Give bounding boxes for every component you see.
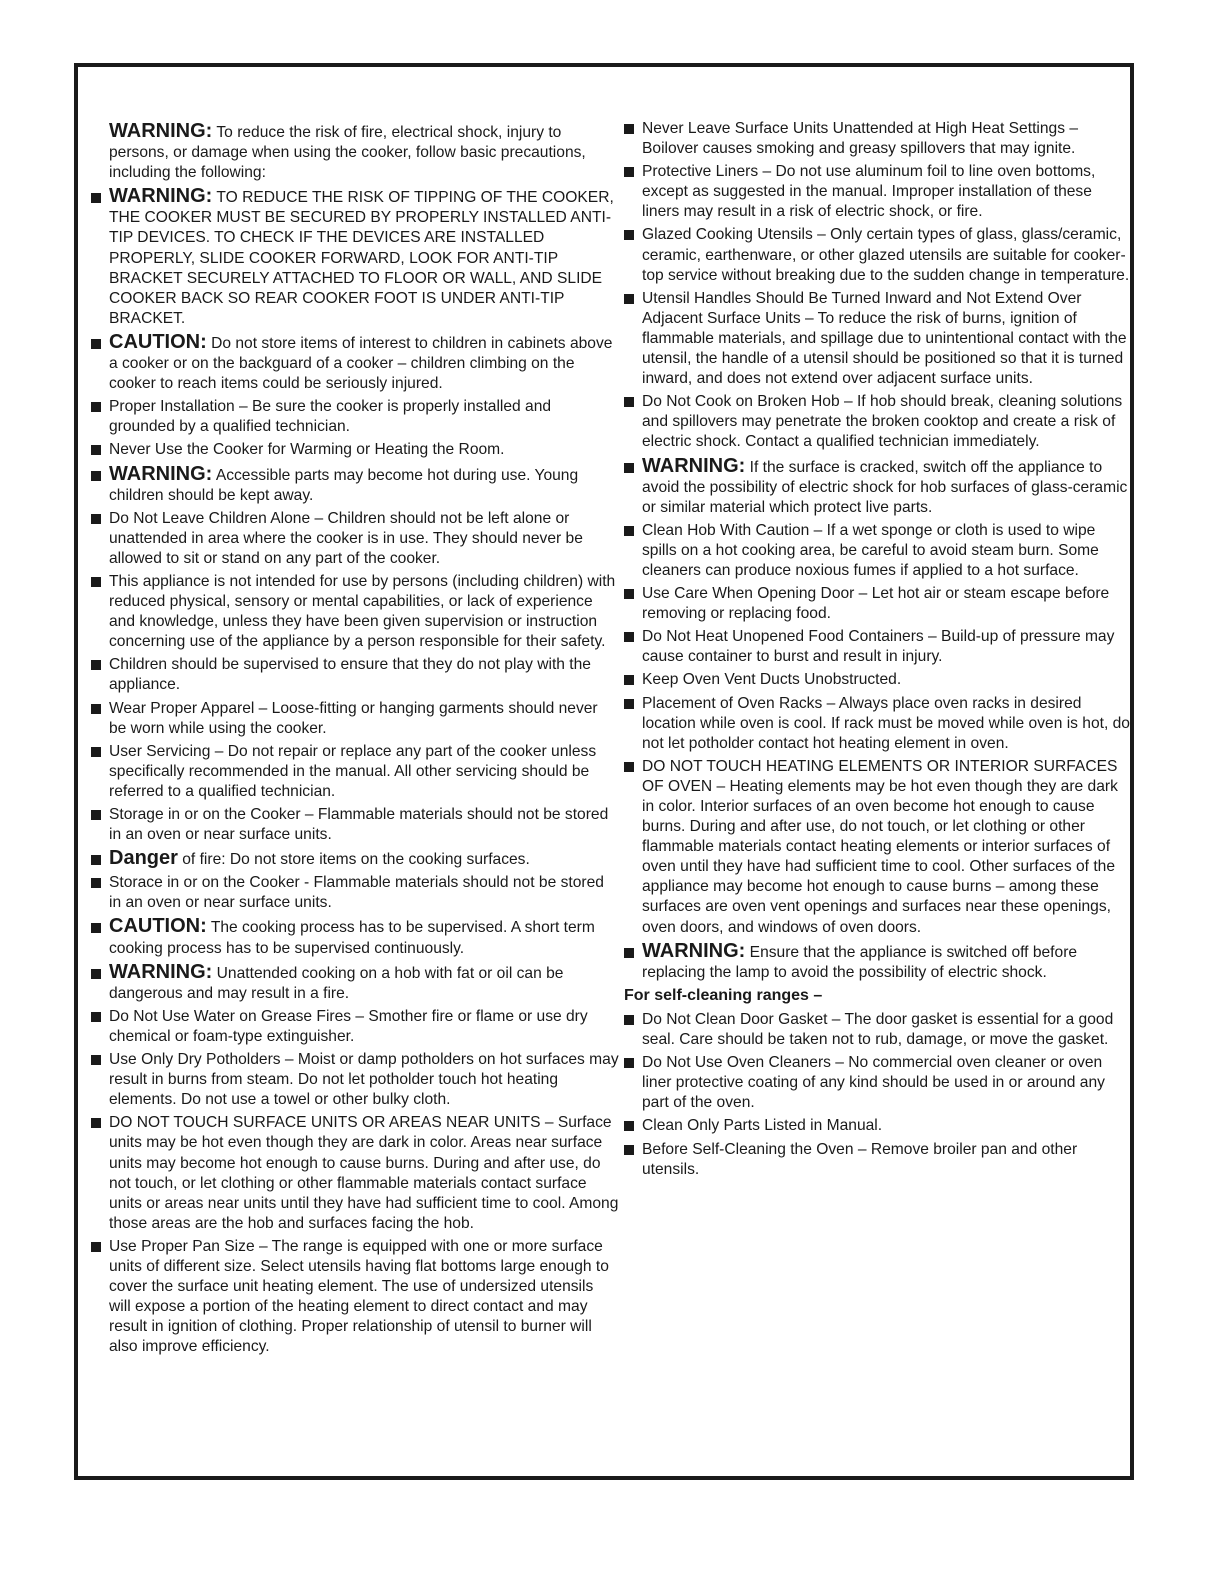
left-column [91, 121, 619, 1360]
item-lead: WARNING: [642, 939, 746, 962]
intro-lead: WARNING: [109, 120, 213, 142]
page-frame [74, 63, 1134, 1480]
square-bullet-icon [91, 514, 101, 524]
item-lead: CAUTION: [109, 915, 207, 938]
square-bullet-icon [91, 923, 101, 933]
safety-item [624, 1140, 1132, 1180]
safety-item [91, 1237, 619, 1358]
item-text: Do Not Use Water on Grease Fires – Smother fire or flame or use dry chemical or foam-type extinguisher. [109, 1007, 588, 1045]
item-text: Ensure that the appliance is switched off before replacing the lamp to avoid the possibility of electric shock. [642, 943, 1078, 981]
item-text: User Servicing – Do not repair or replace any part of the cooker unless specifically recommended in the manual. All other servicing should be referred to a qualified technician. [109, 742, 597, 800]
square-bullet-icon [91, 402, 101, 412]
safety-item [91, 572, 619, 652]
intro-text: To reduce the risk of fire, electrical shock, injury to persons, or damage when using the cooker, follow basic precautions, including the following: [109, 124, 586, 182]
safety-item [624, 941, 1132, 983]
item-text: Do Not Leave Children Alone – Children should not be left alone or unattended in area where the cooker is in use. They should never be allowed to sit or stand on any part of the cooker. [109, 509, 583, 567]
safety-item [91, 848, 619, 870]
safety-item [624, 392, 1132, 452]
square-bullet-icon [624, 632, 634, 642]
safety-item [624, 670, 1132, 690]
safety-item [624, 521, 1132, 581]
safety-item [91, 916, 619, 958]
item-text: Utensil Handles Should Be Turned Inward and Not Extend Over Adjacent Surface Units – To reduce the risk of burns, ignition of flammable materials, and spillage due to unintentional contact with the utensil, the handle of a utensil should be positioned so that it is turned inward, and does not extend over adjacent surface units. [642, 289, 1127, 388]
item-text: Clean Hob With Caution – If a wet sponge or cloth is used to wipe spills on a hot cooking area, be careful to avoid steam burn. Some cleaners can produce noxious fumes if applied to a hot surface. [642, 521, 1099, 579]
square-bullet-icon [91, 878, 101, 888]
square-bullet-icon [91, 704, 101, 714]
safety-item [91, 1007, 619, 1047]
safety-item [624, 627, 1132, 667]
square-bullet-icon [624, 526, 634, 536]
item-text: If the surface is cracked, switch off the appliance to avoid the possibility of electric shock for hob surfaces of glass-ceramic or similar material which protect live parts. [642, 458, 1128, 516]
square-bullet-icon [91, 747, 101, 757]
item-text: Before Self-Cleaning the Oven – Remove broiler pan and other utensils. [642, 1140, 1078, 1178]
square-bullet-icon [624, 1058, 634, 1068]
square-bullet-icon [624, 762, 634, 772]
safety-item [624, 694, 1132, 754]
item-lead: WARNING: [109, 462, 213, 485]
item-text: Do Not Cook on Broken Hob – If hob should break, cleaning solutions and spillovers may penetrate the broken cooktop and create a risk of electric shock. Contact a qualified technician immediately. [642, 393, 1123, 451]
safety-item [624, 1053, 1132, 1113]
item-text: Keep Oven Vent Ducts Unobstructed. [642, 671, 902, 689]
item-text: DO NOT TOUCH SURFACE UNITS OR AREAS NEAR UNITS – Surface units may be hot even though they are dark in color. Areas near surface units may become hot enough to cause burns. During and after use, do not touch, or let clothing or other flammable materials contact surface units or areas near units until they have had sufficient time to cool. Among those areas are the hob and surfaces facing the hob. [109, 1114, 619, 1232]
item-text: of fire: Do not store items on the cooking surfaces. [182, 851, 530, 869]
item-text: Wear Proper Apparel – Loose-fitting or hanging garments should never be worn while using the cooker. [109, 699, 598, 737]
square-bullet-icon [91, 1118, 101, 1128]
safety-item [91, 805, 619, 845]
item-text: Use Care When Opening Door – Let hot air or steam escape before removing or replacing food. [642, 585, 1110, 623]
item-lead: Danger [109, 847, 178, 870]
item-text: Unattended cooking on a hob with fat or oil can be dangerous and may result in a fire. [109, 964, 564, 1002]
square-bullet-icon [91, 193, 101, 203]
right-safety-list [624, 119, 1132, 983]
safety-item [91, 186, 619, 329]
square-bullet-icon [91, 471, 101, 481]
item-text: Do Not Use Oven Cleaners – No commercial oven cleaner or oven liner protective coating of any kind should be used in or around any part of the oven. [642, 1054, 1105, 1112]
square-bullet-icon [624, 397, 634, 407]
item-text: Children should be supervised to ensure that they do not play with the appliance. [109, 656, 591, 694]
item-text: Do not store items of interest to children in cabinets above a cooker or on the backguard of a cooker – children climbing on the cooker to reach items could be seriously injured. [109, 334, 613, 393]
safety-item [624, 584, 1132, 624]
safety-item [91, 509, 619, 569]
square-bullet-icon [624, 463, 634, 473]
square-bullet-icon [91, 577, 101, 587]
item-text: Never Leave Surface Units Unattended at High Heat Settings – Boilover causes smoking and greasy spillovers that may ignite. [642, 120, 1079, 158]
self-cleaning-list [624, 1010, 1132, 1180]
square-bullet-icon [624, 1015, 634, 1025]
safety-item [91, 699, 619, 739]
item-text: DO NOT TOUCH HEATING ELEMENTS OR INTERIOR SURFACES OF OVEN – Heating elements may be hot even though they are dark in color. Interior surfaces of an oven become hot enough to cause burns. During and after use, do not touch, or let clothing or other flammable materials contact heating elements or interior surfaces of oven until they have had sufficient time to cool. Other surfaces of the appliance may become hot enough to cause burns – among these surfaces are oven vent openings and surfaces near these openings, oven doors, and windows of oven doors. [642, 757, 1118, 936]
square-bullet-icon [624, 294, 634, 304]
safety-item [91, 742, 619, 802]
safety-item [624, 1010, 1132, 1050]
item-text: Do Not Clean Door Gasket – The door gasket is essential for a good seal. Care should be taken not to rub, damage, or move the gasket. [642, 1010, 1114, 1049]
item-text: Use Proper Pan Size – The range is equipped with one or more surface units of different size. Select utensils having flat bottoms large enough to cover the surface unit heating element. The use of undersized utensils will expose a portion of the heating element to direct contact and may result in ignition of clothing. Proper relationship of utensil to burner will also improve efficiency. [109, 1237, 609, 1356]
left-safety-list [91, 186, 619, 1357]
item-text: Glazed Cooking Utensils – Only certain types of glass, glass/ceramic, ceramic, earthenware, or other glazed utensils are suitable for cooker-top service without breaking due to the sudden change in temperature. [642, 226, 1130, 284]
square-bullet-icon [91, 810, 101, 820]
intro-warning [91, 121, 619, 183]
self-cleaning-heading: For self-cleaning ranges – [624, 986, 823, 1004]
item-text: Proper Installation – Be sure the cooker is properly installed and grounded by a qualified technician. [109, 398, 552, 436]
square-bullet-icon [624, 675, 634, 685]
safety-item [624, 119, 1132, 159]
item-text: Never Use the Cooker for Warming or Heating the Room. [109, 441, 505, 459]
item-text: Storage in or on the Cooker – Flammable materials should not be stored in an oven or near surface units. [109, 806, 609, 844]
safety-item [91, 655, 619, 695]
item-lead: WARNING: [109, 960, 213, 983]
item-text: Clean Only Parts Listed in Manual. [642, 1117, 883, 1135]
safety-item [624, 456, 1132, 518]
square-bullet-icon [624, 230, 634, 240]
square-bullet-icon [624, 589, 634, 599]
safety-item [91, 962, 619, 1004]
item-lead: WARNING: [642, 454, 746, 477]
square-bullet-icon [91, 1055, 101, 1065]
square-bullet-icon [624, 167, 634, 177]
square-bullet-icon [91, 1242, 101, 1252]
safety-item [91, 1050, 619, 1110]
square-bullet-icon [91, 969, 101, 979]
square-bullet-icon [91, 445, 101, 455]
square-bullet-icon [91, 1012, 101, 1022]
item-lead: CAUTION: [109, 330, 207, 353]
square-bullet-icon [624, 699, 634, 709]
square-bullet-icon [624, 124, 634, 134]
square-bullet-icon [624, 1121, 634, 1131]
safety-item [91, 1113, 619, 1234]
item-text: Protective Liners – Do not use aluminum foil to line oven bottoms, except as suggested in the manual. Improper installation of these liners may result in a risk of electric shock, or fire. [642, 163, 1096, 221]
safety-item [91, 464, 619, 506]
square-bullet-icon [624, 948, 634, 958]
safety-item [624, 225, 1132, 285]
safety-item [624, 757, 1132, 938]
safety-item [624, 289, 1132, 389]
square-bullet-icon [624, 1145, 634, 1155]
square-bullet-icon [91, 855, 101, 865]
safety-item [624, 1116, 1132, 1136]
item-text: Use Only Dry Potholders – Moist or damp potholders on hot surfaces may result in burns from steam. Do not let potholder touch hot heating elements. Do not use a towel or other bulky cloth. [109, 1051, 619, 1109]
square-bullet-icon [91, 660, 101, 670]
item-text: Placement of Oven Racks – Always place oven racks in desired location while oven is cool. If rack must be moved while oven is hot, do not let potholder contact hot heating element in oven. [642, 694, 1130, 752]
item-text: This appliance is not intended for use by persons (including children) with reduced physical, sensory or mental capabilities, or lack of experience and knowledge, unless they have been given supervision or instruction concerning use of the appliance by a person responsible for their safety. [109, 572, 616, 651]
item-text: TO REDUCE THE RISK OF TIPPING OF THE COOKER, THE COOKER MUST BE SECURED BY PROPERLY INSTALLED ANTI-TIP DEVICES. TO CHECK IF THE DEVICES ARE INSTALLED PROPERLY, SLIDE COOKER FORWARD, LOOK FOR ANTI-TIP BRACKET SECURELY ATTACHED TO FLOOR OR WALL, AND SLIDE COOKER BACK SO REAR COOKER FOOT IS UNDER ANTI-TIP BRACKET. [109, 189, 614, 327]
item-text: Do Not Heat Unopened Food Containers – Build-up of pressure may cause container to burst and result in injury. [642, 628, 1115, 666]
safety-item [91, 873, 619, 913]
safety-item [91, 440, 619, 460]
item-text: Accessible parts may become hot during use. Young children should be kept away. [109, 466, 579, 504]
square-bullet-icon [91, 339, 101, 349]
right-column [624, 119, 1132, 1183]
item-text: Storace in or on the Cooker - Flammable materials should not be stored in an oven or near surface units. [109, 874, 604, 912]
item-lead: WARNING: [109, 185, 213, 208]
safety-item [91, 397, 619, 437]
safety-item [624, 162, 1132, 222]
item-text: The cooking process has to be supervised. A short term cooking process has to be supervised continuously. [109, 919, 595, 957]
safety-item [91, 332, 619, 394]
